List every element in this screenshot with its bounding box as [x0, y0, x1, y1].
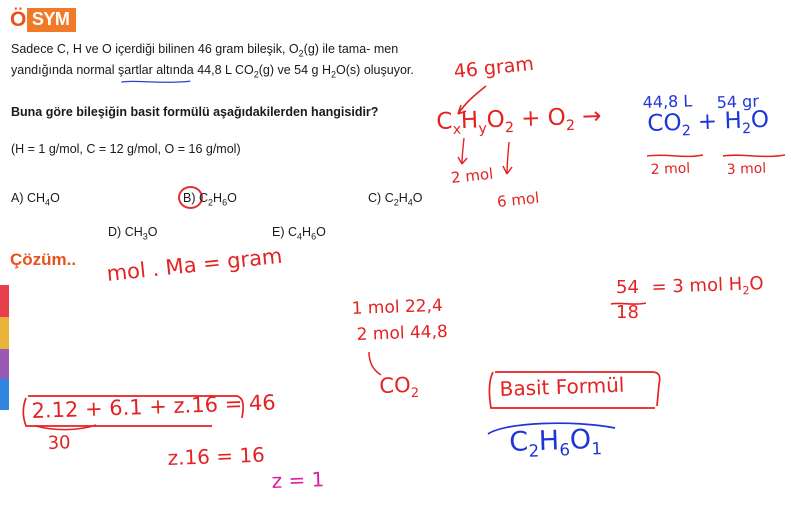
handwritten-underline: [118, 78, 196, 86]
annotation-mass-sum-partial: 30: [47, 432, 71, 454]
annotation-product-mol-3: 3 mol: [726, 160, 767, 179]
option-d[interactable]: [108, 225, 158, 242]
annotation-mol-ma-gram: mol . Ma = gram: [105, 243, 284, 287]
question-prompt: Buna göre bileşiğin basit formülü aşağıdakilerden hangisidir?: [11, 105, 379, 119]
option-b[interactable]: [183, 191, 237, 208]
annotation-arrow-6mol: [500, 140, 520, 178]
annotation-mol-ratio-2: 2 mol 44,8: [356, 321, 449, 345]
question-line-2-sub2: 2: [331, 69, 337, 80]
question-line-3: oluşuyor.: [363, 63, 414, 77]
option-a-key: A): [11, 191, 24, 205]
annotation-basit-formul-box: [487, 370, 667, 418]
annotation-water-calc-denominator: 18: [616, 302, 639, 323]
question-line-1-cont: (g) ile tama-: [303, 42, 371, 56]
color-strip: [0, 285, 9, 410]
question-line-2-cont: (g) ve 54 g H: [258, 63, 332, 77]
option-d-formula: $CH_3O$: [124, 225, 158, 242]
option-e-formula: $C_4H_6O$: [287, 225, 326, 242]
option-a-formula: $CH_4O$: [26, 191, 60, 208]
option-c[interactable]: [368, 191, 423, 208]
annotation-answer-formula: $C_2H_6O_1$: [508, 424, 603, 461]
annotation-mol-2: 2 mol: [450, 164, 495, 187]
question-line-2-cont2: O(s): [336, 63, 361, 77]
option-d-key: D): [108, 225, 122, 239]
osym-logo: [10, 8, 76, 32]
annotation-z-value: z = 1: [271, 467, 325, 493]
annotation-water-calc-result: = 3 mol $H_2O$: [651, 273, 764, 299]
option-c-formula: $C_2H_4O$: [384, 191, 423, 208]
annotation-grams-label: 54 gr: [716, 91, 760, 112]
annotation-answer-overline: [485, 420, 620, 440]
annotation-product-mol-2: 2 mol: [650, 160, 691, 179]
option-b-formula: $C_2H_6O$: [198, 191, 237, 208]
option-e[interactable]: [272, 225, 326, 242]
solution-heading: Çözüm..: [10, 250, 77, 269]
annotation-co2: $CO_2$: [379, 372, 420, 402]
annotation-mass-label: 46 gram: [452, 52, 535, 83]
annotation-volume-label: 44,8 L: [642, 91, 693, 112]
option-e-key: E): [272, 225, 285, 239]
annotation-mol-6: 6 mol: [496, 188, 541, 211]
osym-logo-sym: SYM: [27, 8, 77, 32]
annotation-basit-formul: Basit Formül: [499, 372, 625, 401]
annotation-mass-sum: 2.12 + 6.1 + z.16 = 46: [31, 390, 276, 424]
question-body: [11, 40, 431, 82]
option-a[interactable]: [11, 191, 60, 208]
annotation-mol-ratio-1: 1 mol 22,4: [351, 295, 444, 319]
question-line-2: men yandığında normal şartlar altında 44,8 L CO: [11, 42, 399, 77]
question-line-1: Sadece C, H ve O içerdiği bilinen 46 gram bileşik, O: [11, 42, 299, 56]
annotation-water-calc-numerator: 54: [616, 277, 639, 298]
annotation-z-equation: z.16 = 16: [167, 442, 266, 470]
osym-logo-o: Ö: [10, 8, 26, 31]
molar-mass-note: (H = 1 g/mol, C = 12 g/mol, O = 16 g/mol): [11, 142, 241, 156]
question-line-2-sub: 2: [253, 69, 259, 80]
annotation-equation-left: $C_xH_yO_2 + O_2$ →: [435, 103, 602, 139]
option-c-key: C): [368, 191, 382, 205]
annotation-products: $CO_2 + H_2O$: [646, 106, 770, 140]
option-b-key: B): [183, 191, 196, 205]
annotation-arrow-2mol: [456, 136, 476, 168]
question-line-1-sub: 2: [298, 48, 304, 59]
